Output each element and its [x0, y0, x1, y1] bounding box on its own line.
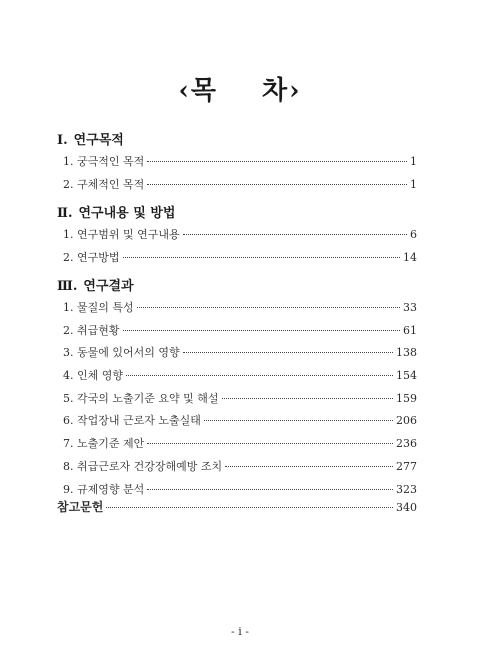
section-numeral: Ⅲ.: [57, 279, 78, 294]
toc-entry[interactable]: [57, 247, 417, 270]
entry-label: 2. 연구방법: [63, 250, 120, 264]
dot-leader: [147, 161, 407, 162]
entry-page: 6: [410, 228, 417, 241]
dot-leader: [204, 420, 393, 421]
section-heading: [57, 277, 417, 297]
entry-label: 5. 각국의 노출기준 요약 및 해설: [63, 391, 219, 405]
toc-entry[interactable]: [57, 151, 417, 174]
section-heading: [57, 204, 417, 224]
entry-page: 340: [396, 501, 417, 514]
entry-page: 14: [403, 250, 417, 264]
entry-label: 8. 취급근로자 건강장해예방 조치: [63, 459, 223, 473]
title-left: ‹목: [178, 76, 218, 106]
toc-entry[interactable]: [57, 388, 417, 411]
entry-page: 138: [396, 346, 417, 360]
entry-label: 2. 구체적인 목적: [63, 177, 145, 191]
section-title: 연구목적: [73, 133, 124, 148]
entry-label: 1. 물질의 특성: [63, 301, 134, 314]
entry-label: 9. 규제영향 분석: [63, 482, 145, 496]
toc-entry[interactable]: [57, 342, 417, 365]
entry-page: 159: [396, 391, 417, 405]
entry-page: 61: [403, 323, 417, 337]
page-title: [0, 70, 480, 107]
toc-entry[interactable]: [57, 297, 417, 320]
toc-entry[interactable]: [57, 174, 417, 197]
entry-label: 1. 궁극적인 목적: [63, 155, 145, 168]
toc-entry[interactable]: [57, 410, 417, 433]
entry-label: 4. 인체 영향: [63, 369, 123, 383]
dot-leader: [137, 307, 400, 308]
dot-leader: [183, 352, 393, 353]
section-title: 연구결과: [83, 279, 134, 294]
dot-leader: [147, 184, 407, 185]
dot-leader: [106, 507, 393, 508]
entry-label: 참고문헌: [57, 500, 104, 514]
entry-page: 323: [396, 482, 417, 496]
section-1: [57, 131, 417, 196]
dot-leader: [123, 330, 401, 331]
section-numeral: Ⅱ.: [57, 206, 73, 221]
entry-page: 33: [403, 301, 417, 314]
dot-leader: [147, 443, 393, 444]
dot-leader: [147, 489, 393, 490]
entry-page: 206: [396, 414, 417, 428]
toc-entry[interactable]: [57, 433, 417, 456]
section-2: [57, 204, 417, 269]
entry-label: 3. 동물에 있어서의 영향: [63, 346, 180, 360]
toc-entry[interactable]: [57, 365, 417, 388]
section-title: 연구내용 및 방법: [78, 206, 176, 221]
page-number-footer: - i -: [231, 625, 249, 638]
toc-entry[interactable]: [57, 456, 417, 479]
entry-label: 6. 작업장내 근로자 노출실태: [63, 414, 201, 428]
dot-leader: [183, 234, 407, 235]
entry-page: 1: [410, 177, 417, 191]
section-heading: [57, 131, 417, 151]
section-3: [57, 277, 417, 501]
toc-entry[interactable]: [57, 320, 417, 343]
toc-entry[interactable]: [57, 224, 417, 247]
dot-leader: [222, 398, 394, 399]
entry-label: 1. 연구범위 및 연구내용: [63, 228, 180, 241]
title-right: 차›: [262, 76, 302, 106]
entry-label: 7. 노출기준 제안: [63, 437, 145, 451]
dot-leader: [126, 375, 393, 376]
entry-page: 154: [396, 369, 417, 383]
entry-page: 1: [410, 155, 417, 168]
entry-label: 2. 취급현황: [63, 323, 120, 337]
section-numeral: Ⅰ.: [57, 133, 68, 148]
dot-leader: [123, 257, 401, 258]
dot-leader: [225, 466, 393, 467]
entry-page: 236: [396, 437, 417, 451]
entry-page: 277: [396, 459, 417, 473]
toc-entry-references[interactable]: [57, 496, 417, 519]
